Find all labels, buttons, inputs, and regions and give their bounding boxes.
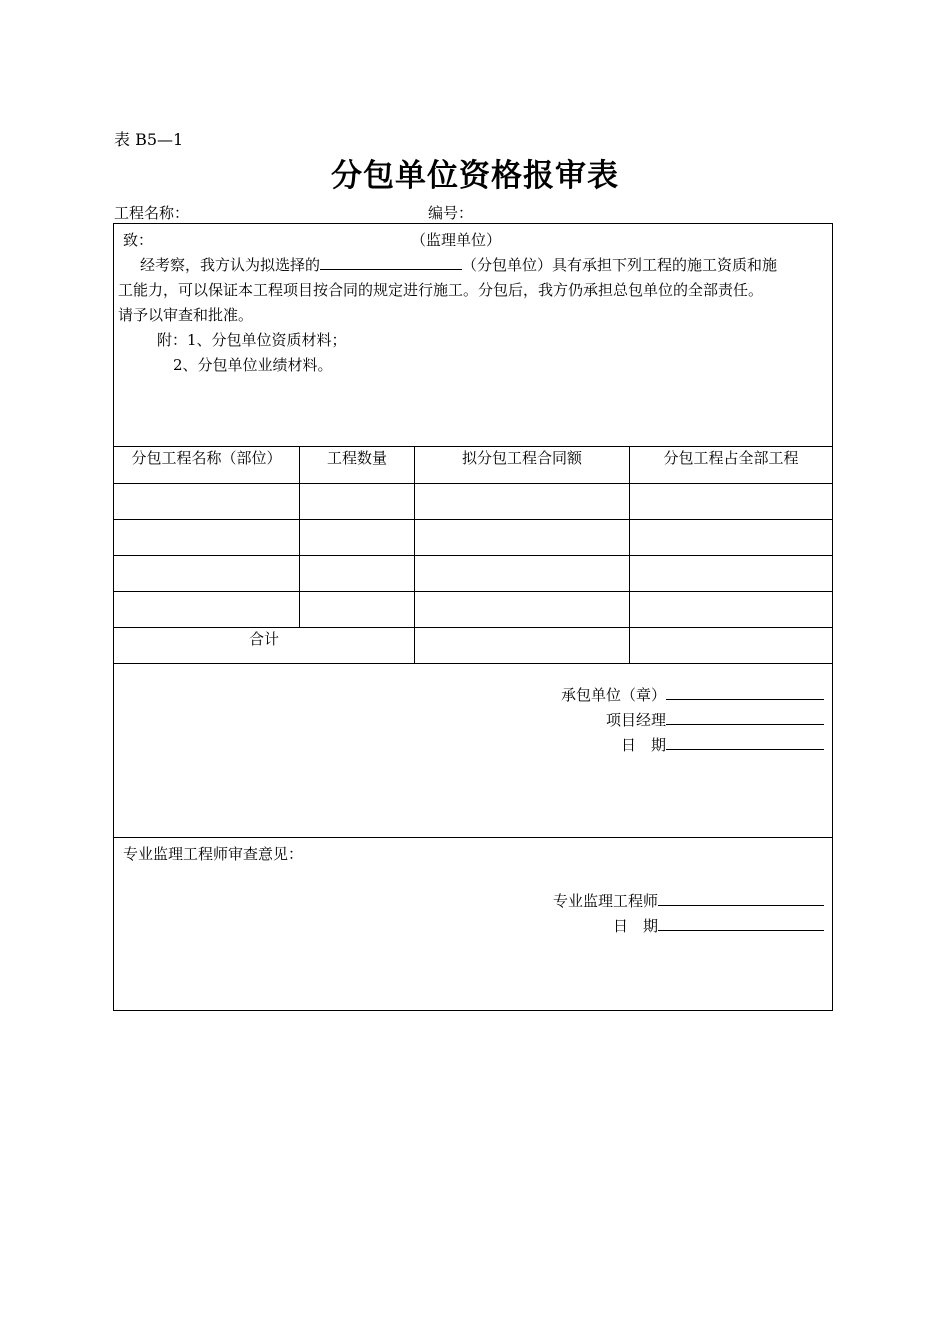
engineer-date-label: 日 期 <box>612 917 658 935</box>
table-row <box>114 592 833 628</box>
table-cell[interactable] <box>415 484 630 520</box>
supervisor-unit-label: （监理单位） <box>411 231 502 249</box>
contractor-date-blank[interactable] <box>666 734 824 750</box>
intro-paragraph-line-1 <box>140 254 777 275</box>
form-code: 表 B5—1 <box>114 130 184 149</box>
total-row <box>114 628 833 664</box>
contractor-sign-section <box>114 664 833 838</box>
project-manager-line <box>606 709 824 730</box>
table-cell[interactable] <box>300 592 415 628</box>
approval-form-table <box>113 223 833 1011</box>
table-cell[interactable] <box>114 484 300 520</box>
attachment-2: 2、分包单位业绩材料。 <box>173 356 333 374</box>
intro-text-b: （分包单位）具有承担下列工程的施工资质和施 <box>462 256 778 274</box>
intro-paragraph-line-2: 工能力，可以保证本工程项目按合同的规定进行施工。分包后，我方仍承担总包单位的全部责任。 <box>118 281 764 299</box>
table-cell[interactable] <box>415 592 630 628</box>
table-cell[interactable] <box>114 556 300 592</box>
contractor-unit-label: 承包单位（章） <box>560 686 666 704</box>
table-cell[interactable] <box>630 592 833 628</box>
project-manager-blank[interactable] <box>666 709 824 725</box>
header-cell: 拟分包工程合同额 <box>415 447 630 484</box>
table-row <box>114 484 833 520</box>
header-cell: 工程数量 <box>300 447 415 484</box>
project-manager-label: 项目经理 <box>605 711 666 729</box>
contractor-date-label: 日 期 <box>620 736 666 754</box>
intro-section <box>114 224 833 447</box>
intro-paragraph-line-3: 请予以审查和批准。 <box>118 306 254 324</box>
table-cell[interactable] <box>630 520 833 556</box>
table-cell[interactable] <box>415 520 630 556</box>
project-name-label: 工程名称： <box>114 204 190 222</box>
contractor-unit-blank[interactable] <box>666 684 824 700</box>
table-cell[interactable] <box>300 556 415 592</box>
total-contract-amount-cell[interactable] <box>415 628 630 664</box>
to-label: 致： <box>123 231 154 249</box>
table-cell[interactable] <box>630 556 833 592</box>
engineer-blank[interactable] <box>658 890 824 906</box>
engineer-label: 专业监理工程师 <box>552 892 658 910</box>
table-row <box>114 556 833 592</box>
page-title: 分包单位资格报审表 <box>331 158 619 194</box>
contractor-date-line <box>621 734 824 755</box>
total-percentage-cell[interactable] <box>630 628 833 664</box>
engineer-opinion-label: 专业监理工程师审查意见： <box>123 845 304 863</box>
table-row <box>114 520 833 556</box>
engineer-line <box>553 890 824 911</box>
contractor-unit-line <box>561 684 824 705</box>
table-cell[interactable] <box>300 520 415 556</box>
table-cell[interactable] <box>114 520 300 556</box>
header-cell: 分包工程名称（部位） <box>114 447 300 484</box>
engineer-date-blank[interactable] <box>658 915 824 931</box>
attachment-1: 附：1、分包单位资质材料； <box>157 331 347 349</box>
intro-text-a: 经考察，我方认为拟选择的 <box>140 256 321 274</box>
table-cell[interactable] <box>114 592 300 628</box>
table-cell[interactable] <box>300 484 415 520</box>
table-cell[interactable] <box>630 484 833 520</box>
header-cell: 分包工程占全部工程 <box>630 447 833 484</box>
number-label: 编号： <box>428 204 474 222</box>
engineer-review-section <box>114 838 833 1011</box>
table-header-row <box>114 447 833 484</box>
total-label: 合计 <box>114 628 415 664</box>
engineer-date-line <box>613 915 824 936</box>
table-cell[interactable] <box>415 556 630 592</box>
subcontractor-blank[interactable] <box>320 255 462 270</box>
